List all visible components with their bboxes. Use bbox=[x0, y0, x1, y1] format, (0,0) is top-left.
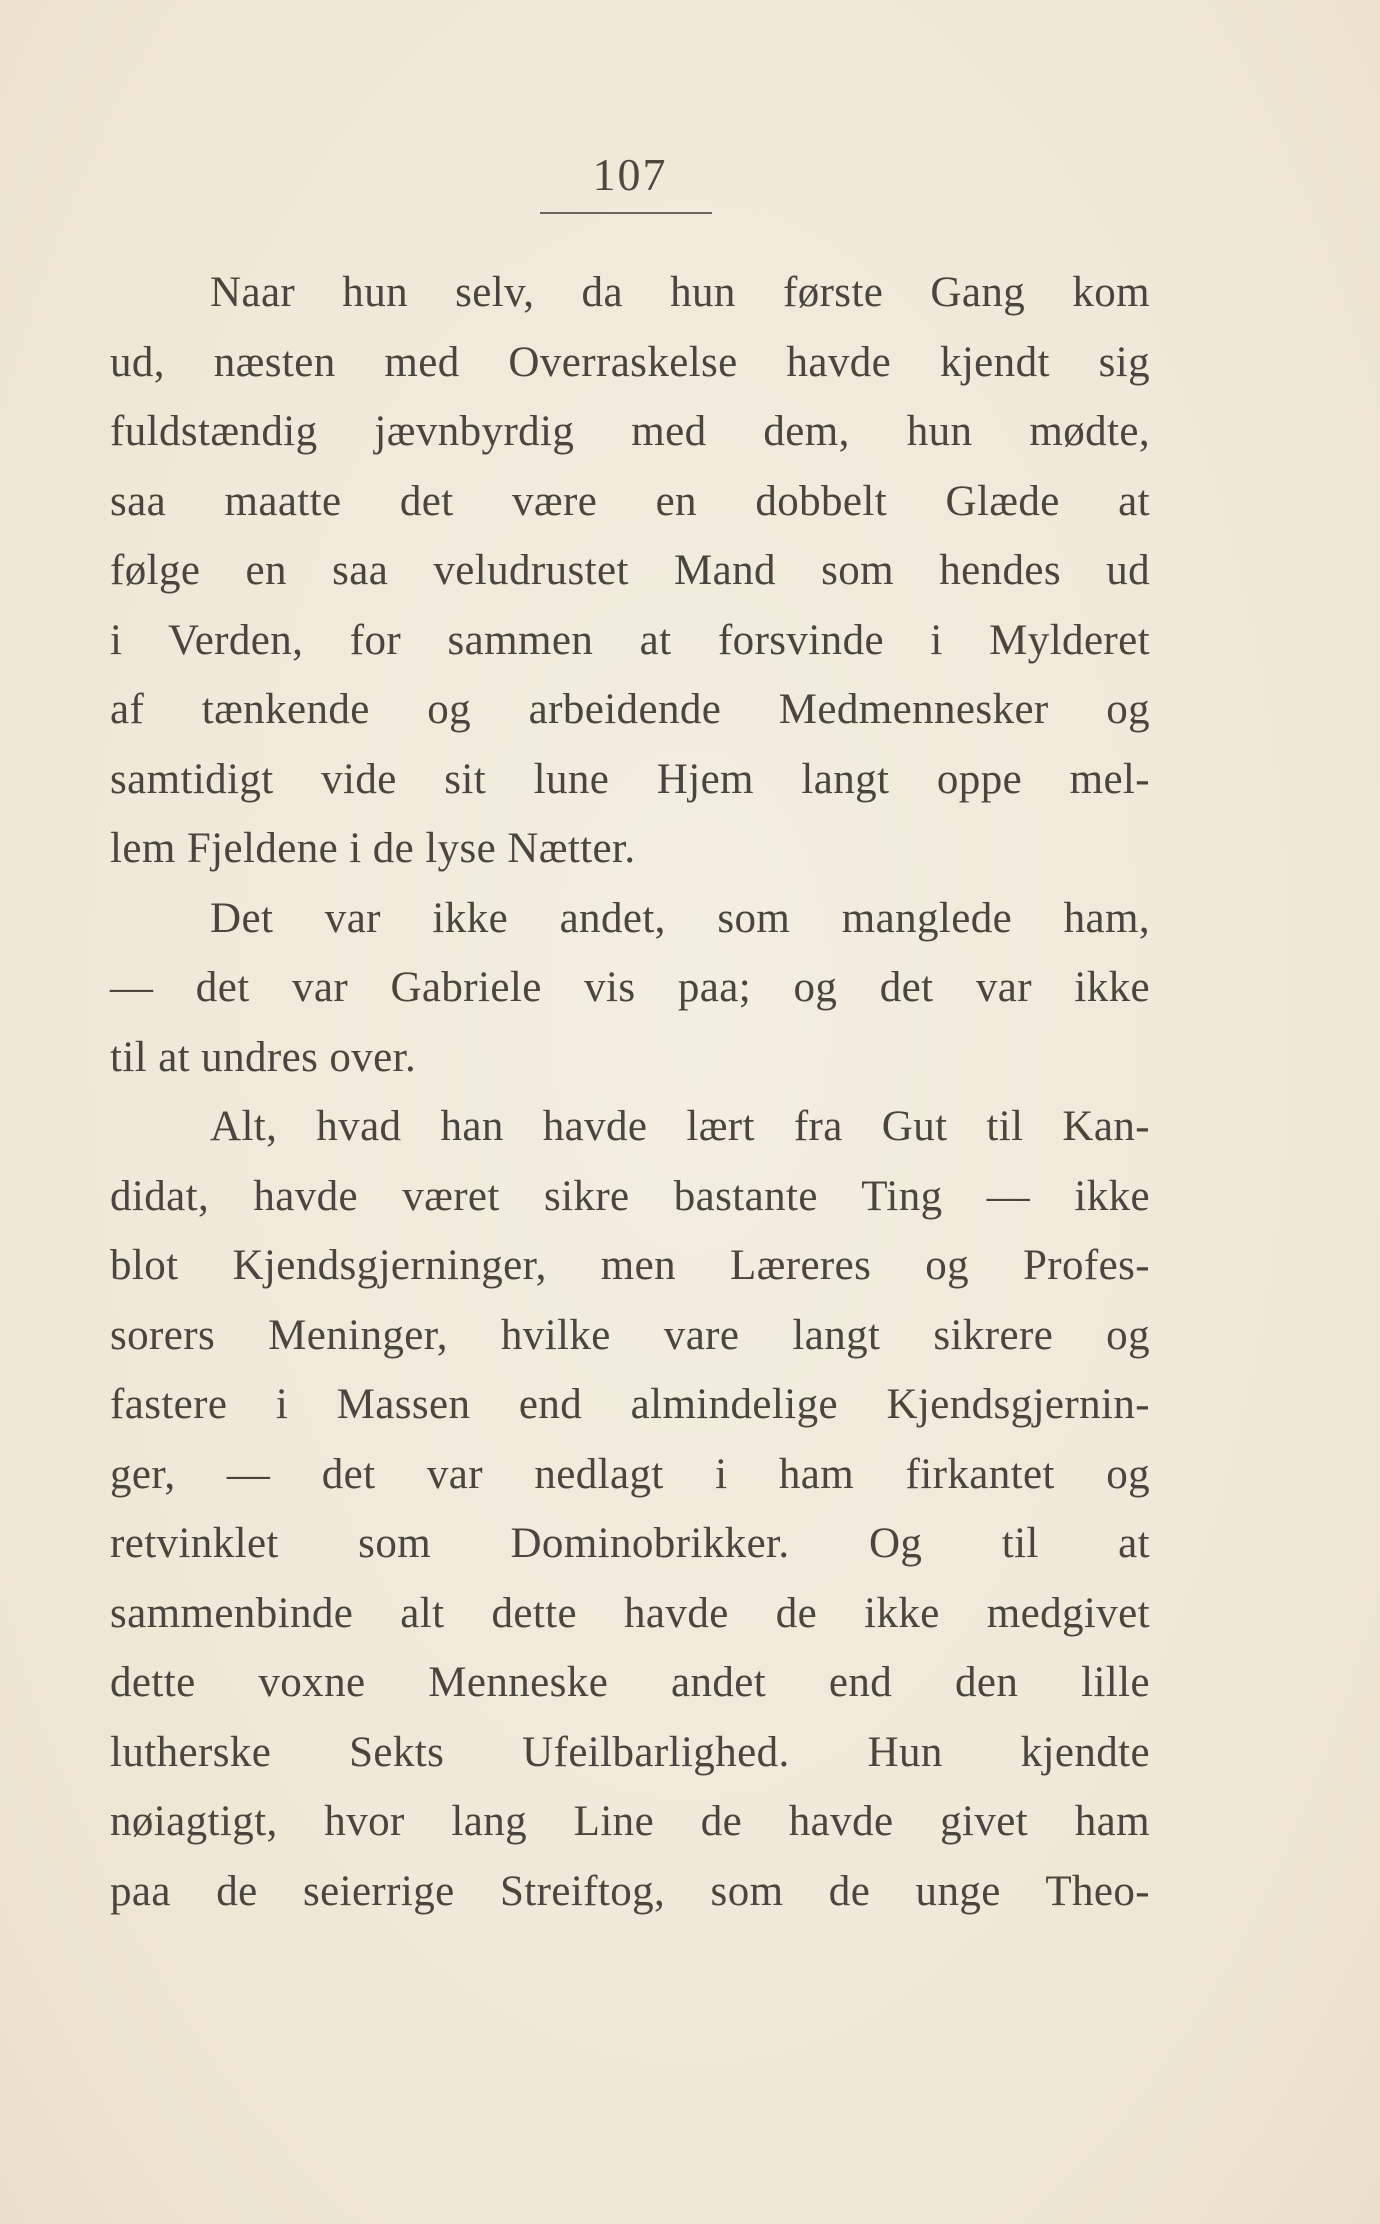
text-line: fastere i Massen end almindelige Kjendsgjernin- bbox=[110, 1381, 1150, 1428]
text-line: saa maatte det være en dobbelt Glæde at bbox=[110, 477, 1150, 525]
text-line: nøiagtigt, hvor lang Line de havde givet ham bbox=[110, 1798, 1150, 1845]
text-line: lem Fjeldene i de lyse Nætter. bbox=[110, 825, 636, 872]
text-line: Naar hun selv, da hun første Gang kom bbox=[210, 269, 1150, 316]
text-line: ger, — det var nedlagt i ham firkantet og bbox=[110, 1450, 1150, 1498]
text-line: til at undres over. bbox=[110, 1033, 417, 1081]
text-line: lutherske Sekts Ufeilbarlighed. Hun kjendte bbox=[110, 1728, 1150, 1776]
text-line: paa de seierrige Streiftog, som de unge Theo- bbox=[110, 1867, 1150, 1915]
text-line: Det var ikke andet, som manglede ham, bbox=[210, 894, 1150, 942]
header-rule bbox=[540, 212, 712, 214]
text-line: retvinklet som Dominobrikker. Og til at bbox=[110, 1520, 1150, 1567]
text-line: — det var Gabriele vis paa; og det var ikke bbox=[110, 964, 1150, 1011]
text-line: fuldstændig jævnbyrdig med dem, hun mødte, bbox=[110, 408, 1150, 455]
text-line: samtidigt vide sit lune Hjem langt oppe mel- bbox=[110, 755, 1150, 803]
text-line: dette voxne Menneske andet end den lille bbox=[110, 1659, 1150, 1706]
body-text bbox=[110, 258, 1150, 1926]
text-line: didat, havde været sikre bastante Ting — ikke bbox=[110, 1172, 1150, 1220]
text-line: ud, næsten med Overraskelse havde kjendt sig bbox=[110, 338, 1150, 386]
text-line: blot Kjendsgjerninger, men Læreres og Profes- bbox=[110, 1242, 1150, 1289]
text-line: følge en saa veludrustet Mand som hendes ud bbox=[110, 547, 1150, 594]
text-line: Alt, hvad han havde lært fra Gut til Kan- bbox=[210, 1103, 1150, 1150]
page-number: 107 bbox=[592, 149, 668, 200]
text-line: sammenbinde alt dette havde de ikke medgivet bbox=[110, 1589, 1150, 1637]
text-line: sorers Meninger, hvilke vare langt sikrere og bbox=[110, 1311, 1150, 1359]
text-line: af tænkende og arbeidende Medmennesker og bbox=[110, 686, 1150, 733]
text-line: i Verden, for sammen at forsvinde i Mylderet bbox=[110, 616, 1150, 664]
